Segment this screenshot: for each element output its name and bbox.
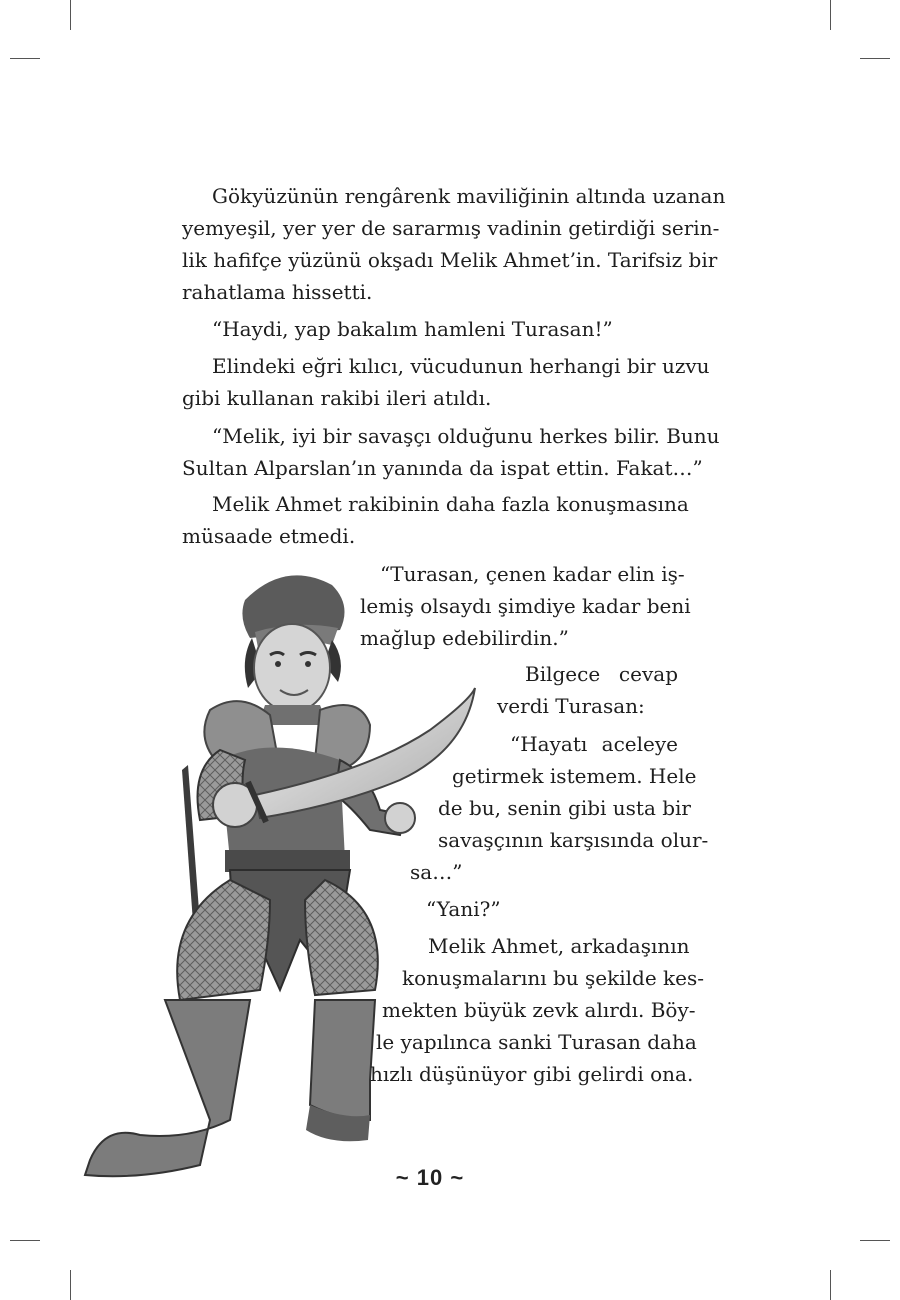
crop-mark bbox=[830, 0, 831, 30]
crop-mark bbox=[10, 1240, 40, 1241]
text-line: Sultan Alparslan’ın yanında da ispat ettin. Fakat…” bbox=[182, 456, 703, 480]
text-line: Elindeki eğri kılıcı, vücudunun herhangi bir uzvu bbox=[212, 354, 710, 378]
text-line: Melik Ahmet rakibinin daha fazla konuşmasına bbox=[212, 492, 689, 516]
text-line: “Turasan, çenen kadar elin iş- bbox=[380, 562, 685, 586]
text-line: “Yani?” bbox=[426, 897, 501, 921]
text-line: Gökyüzünün rengârenk maviliğinin altında uzanan bbox=[212, 184, 726, 208]
text-line: de bu, senin gibi usta bir bbox=[438, 796, 691, 820]
crop-mark bbox=[860, 58, 890, 59]
text-line: “Haydi, yap bakalım hamleni Turasan!” bbox=[212, 317, 613, 341]
text-line: lik hafifçe yüzünü okşadı Melik Ahmet’in. Tarifsiz bir bbox=[182, 248, 718, 272]
text-line: “Hayatı aceleye bbox=[510, 732, 678, 756]
page-number: ~ 10 ~ bbox=[395, 1165, 465, 1190]
text-line: mağlup edebilirdin.” bbox=[360, 626, 569, 650]
text-line: lemiş olsaydı şimdiye kadar beni bbox=[360, 594, 691, 618]
text-line: verdi Turasan: bbox=[497, 694, 645, 718]
crop-mark bbox=[70, 0, 71, 30]
text-line: konuşmalarını bu şekilde kes- bbox=[402, 966, 705, 990]
text-line: getirmek istemem. Hele bbox=[452, 764, 697, 788]
text-line: “Melik, iyi bir savaşçı olduğunu herkes bilir. Bunu bbox=[212, 424, 720, 448]
crop-mark bbox=[830, 1270, 831, 1300]
text-line: rahatlama hissetti. bbox=[182, 280, 373, 304]
crop-mark bbox=[860, 1240, 890, 1241]
text-line: le yapılınca sanki Turasan daha bbox=[376, 1030, 697, 1054]
text-line: mekten büyük zevk alırdı. Böy- bbox=[382, 998, 696, 1022]
text-line: hızlı düşünüyor gibi gelirdi ona. bbox=[370, 1062, 694, 1086]
crop-mark bbox=[70, 1270, 71, 1300]
text-line: sa…” bbox=[410, 860, 463, 884]
text-line: savaşçının karşısında olur- bbox=[438, 828, 709, 852]
text-line: yemyeşil, yer yer de sararmış vadinin getirdiği serin- bbox=[182, 216, 720, 240]
text-line: Melik Ahmet, arkadaşının bbox=[428, 934, 690, 958]
text-line: gibi kullanan rakibi ileri atıldı. bbox=[182, 386, 492, 410]
crop-mark bbox=[10, 58, 40, 59]
text-line: müsaade etmedi. bbox=[182, 524, 356, 548]
text-line: Bilgece cevap bbox=[525, 662, 678, 686]
